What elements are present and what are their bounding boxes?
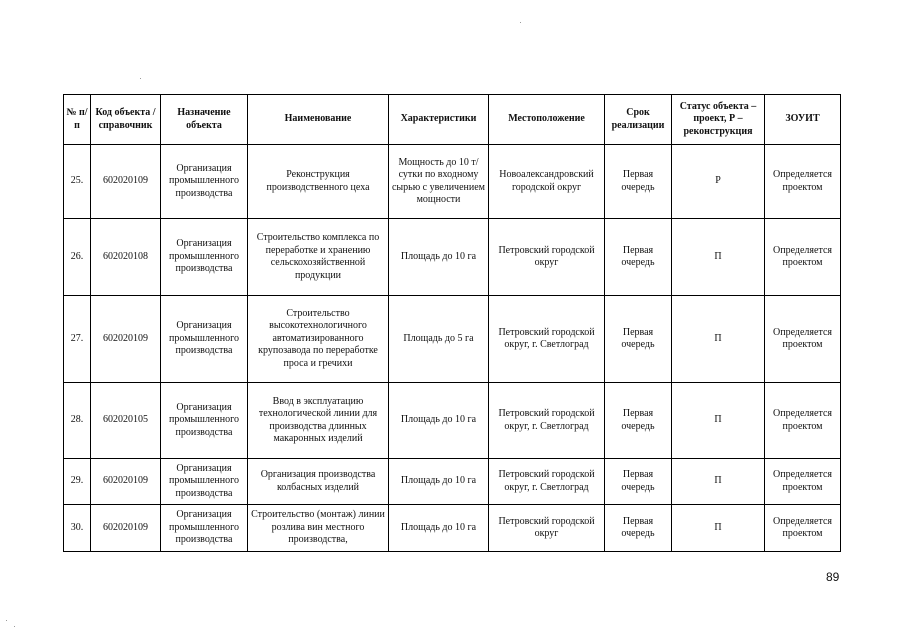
cell-zouit: Определяется проектом [765, 219, 841, 296]
cell-zouit: Определяется проектом [765, 296, 841, 383]
cell-name: Строительство комплекса по переработке и хранению сельскохозяйственной продукции [248, 219, 389, 296]
cell-status: П [672, 459, 765, 505]
header-term: Срок реализации [605, 95, 672, 145]
cell-status: П [672, 383, 765, 459]
cell-term: Первая очередь [605, 145, 672, 219]
cell-purpose: Организация промышленного производства [161, 383, 248, 459]
cell-code: 602020108 [91, 219, 161, 296]
cell-location: Петровский городской округ [489, 219, 605, 296]
cell-term: Первая очередь [605, 219, 672, 296]
table-row [64, 296, 841, 383]
cell-characteristics: Площадь до 5 га [389, 296, 489, 383]
cell-characteristics: Площадь до 10 га [389, 459, 489, 505]
cell-num: 27. [64, 296, 91, 383]
cell-characteristics: Площадь до 10 га [389, 505, 489, 552]
cell-location: Петровский городской округ, г. Светлоград [489, 296, 605, 383]
cell-term: Первая очередь [605, 296, 672, 383]
cell-num: 28. [64, 383, 91, 459]
cell-location: Новоалександровский городской округ [489, 145, 605, 219]
objects-table [63, 94, 841, 552]
table-row [64, 145, 841, 219]
cell-term: Первая очередь [605, 459, 672, 505]
cell-code: 602020109 [91, 505, 161, 552]
header-characteristics: Характеристики [389, 95, 489, 145]
cell-status: Р [672, 145, 765, 219]
header-status: Статус объекта – проект, Р – реконструкция [672, 95, 765, 145]
cell-num: 26. [64, 219, 91, 296]
cell-name: Реконструкция производственного цеха [248, 145, 389, 219]
cell-purpose: Организация промышленного производства [161, 296, 248, 383]
cell-status: П [672, 505, 765, 552]
header-zouit: ЗОУИТ [765, 95, 841, 145]
table-header-row [64, 95, 841, 145]
cell-term: Первая очередь [605, 505, 672, 552]
cell-zouit: Определяется проектом [765, 383, 841, 459]
cell-term: Первая очередь [605, 383, 672, 459]
cell-location: Петровский городской округ [489, 505, 605, 552]
header-location: Местоположение [489, 95, 605, 145]
cell-name: Организация производства колбасных изделий [248, 459, 389, 505]
cell-purpose: Организация промышленного производства [161, 505, 248, 552]
cell-name: Строительство (монтаж) линии розлива вин местного производства, [248, 505, 389, 552]
cell-characteristics: Площадь до 10 га [389, 383, 489, 459]
cell-zouit: Определяется проектом [765, 505, 841, 552]
cell-status: П [672, 296, 765, 383]
cell-characteristics: Мощность до 10 т/сутки по входному сырью с увеличением мощности [389, 145, 489, 219]
scan-speck [520, 22, 521, 23]
cell-zouit: Определяется проектом [765, 459, 841, 505]
scan-speck [14, 626, 15, 627]
page-number: 89 [826, 570, 840, 584]
cell-location: Петровский городской округ, г. Светлоград [489, 383, 605, 459]
cell-location: Петровский городской округ, г. Светлоград [489, 459, 605, 505]
cell-code: 602020109 [91, 145, 161, 219]
cell-name: Строительство высокотехнологичного автоматизированного крупозавода по переработке проса и гречихи [248, 296, 389, 383]
header-name: Наименование [248, 95, 389, 145]
cell-num: 30. [64, 505, 91, 552]
scan-speck [140, 78, 141, 79]
header-num: № п/п [64, 95, 91, 145]
table-row [64, 219, 841, 296]
table-row [64, 383, 841, 459]
cell-purpose: Организация промышленного производства [161, 459, 248, 505]
cell-characteristics: Площадь до 10 га [389, 219, 489, 296]
scan-speck [6, 620, 7, 621]
cell-code: 602020109 [91, 459, 161, 505]
cell-num: 29. [64, 459, 91, 505]
table-row [64, 505, 841, 552]
cell-name: Ввод в эксплуатацию технологической линии для производства длинных макаронных изделий [248, 383, 389, 459]
cell-code: 602020105 [91, 383, 161, 459]
cell-purpose: Организация промышленного производства [161, 219, 248, 296]
cell-num: 25. [64, 145, 91, 219]
header-purpose: Назначение объекта [161, 95, 248, 145]
cell-zouit: Определяется проектом [765, 145, 841, 219]
table-row [64, 459, 841, 505]
cell-status: П [672, 219, 765, 296]
header-code: Код объекта / справочник [91, 95, 161, 145]
cell-code: 602020109 [91, 296, 161, 383]
cell-purpose: Организация промышленного производства [161, 145, 248, 219]
